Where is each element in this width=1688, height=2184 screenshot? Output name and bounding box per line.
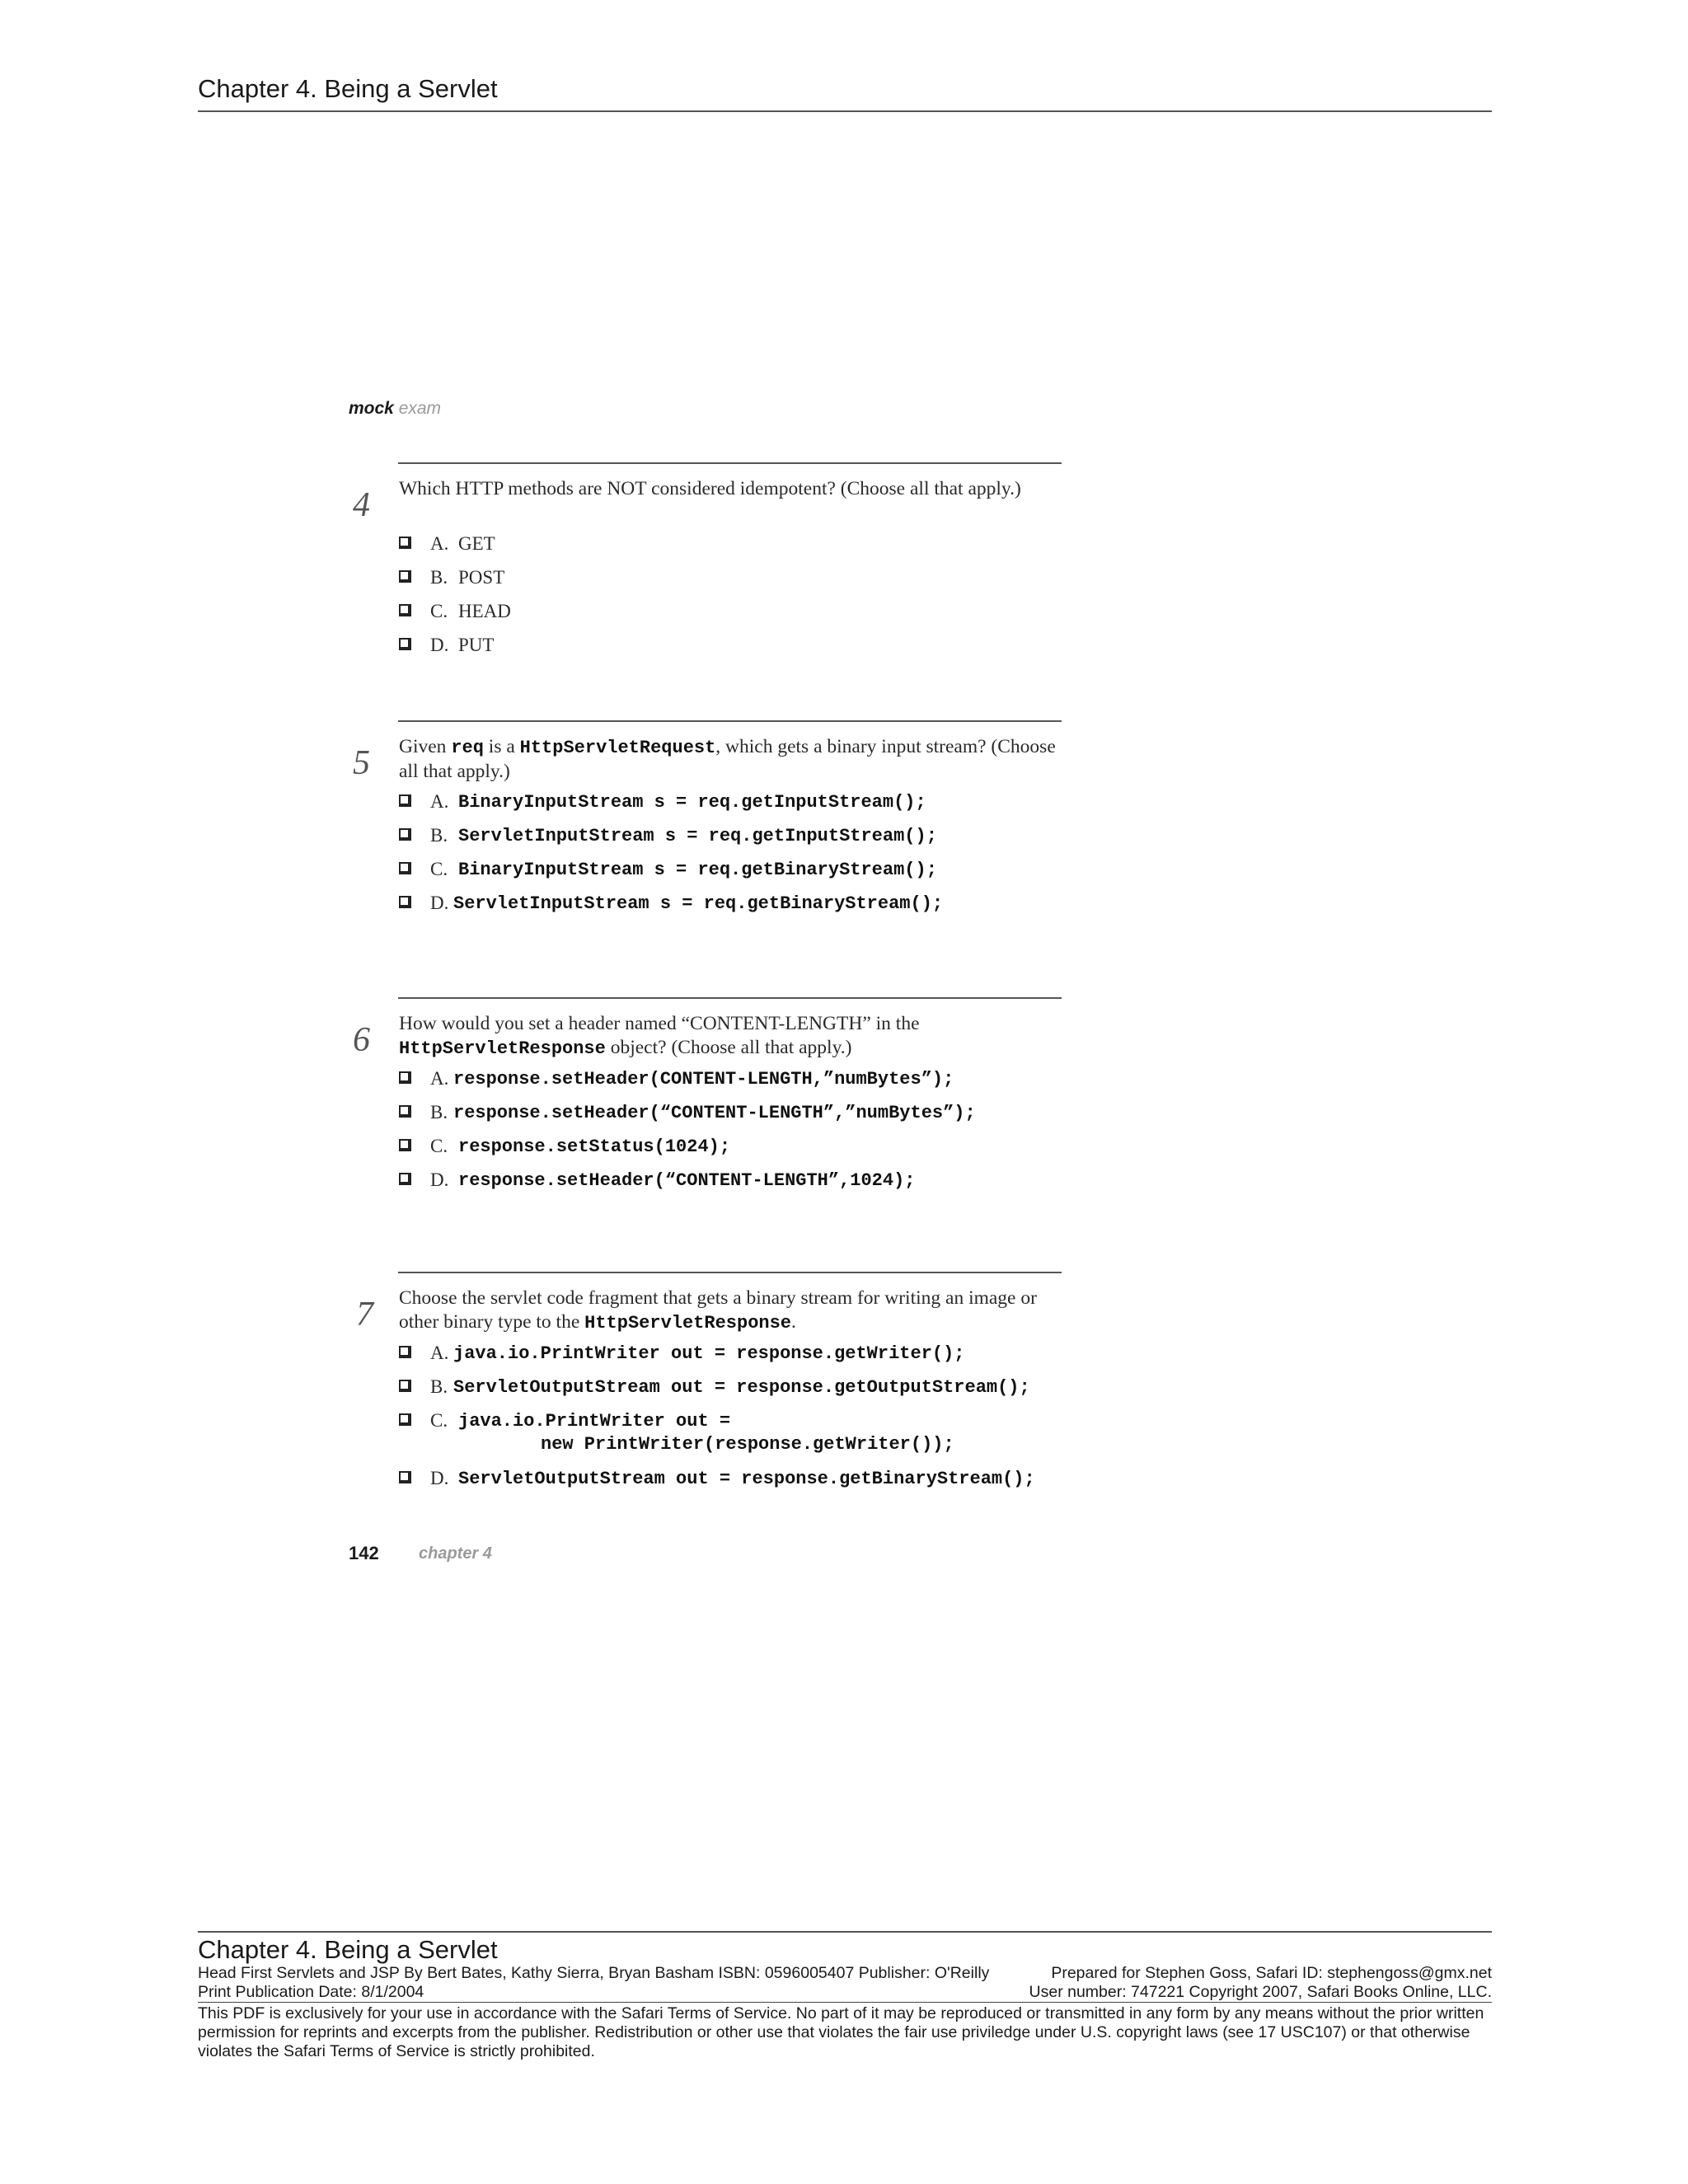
question-7: 7 Choose the servlet code fragment that gets a binary stream for writing an image or other binary type to the HttpServletResponse. A. java.io.PrintWriter out = response.getWriter(); B. ServletOutputStream out = response.getOutputStream(); C. java.io.PrintWriter out = new PrintWriter(response.getWriter()); D. ServletOutputStream out = response.getBinaryStream(); (353, 1272, 1062, 1519)
footer-divider (198, 1931, 1492, 1933)
question-number: 5 (353, 744, 370, 782)
user-number: User number: 747221 Copyright 2007, Safari Books Online, LLC. (1029, 1983, 1492, 2001)
document-footer (198, 1931, 1492, 2061)
checkbox-icon[interactable] (399, 1471, 411, 1483)
question-5: 5 Given req is a HttpServletRequest, which gets a binary input stream? (Choose all that apply.) A. BinaryInputStream s = req.getInputStream(); B. ServletInputStream s = req.getInputStream(); C. BinaryInputStream s = req.getBinaryStream(); D. ServletInputStream s = req.getBinaryStream(); (353, 720, 1062, 935)
question-number: 4 (353, 486, 370, 524)
book-info: Head First Servlets and JSP By Bert Bates, Kathy Sierra, Bryan Basham ISBN: 0596005407 Publisher: O'Reilly (198, 1964, 990, 1982)
checkbox-icon[interactable] (399, 1105, 411, 1118)
section-label-bold: mock (349, 399, 394, 418)
page-header-title: Chapter 4. Being a Servlet (198, 74, 1492, 112)
question-divider (398, 462, 1062, 464)
question-prompt: Given req is a HttpServletRequest, which gets a binary input stream? (Choose all that apply.) (399, 736, 1056, 782)
footer-pub-row (198, 1983, 1492, 2003)
checkbox-icon[interactable] (399, 862, 411, 874)
question-number: 7 (356, 1296, 373, 1333)
checkbox-icon[interactable] (399, 828, 411, 841)
question-6: 6 How would you set a header named “CONTENT-LENGTH” in the HttpServletResponse object? (Choose all that apply.) A. response.setHeader(CONTENT-LENGTH,”numBytes”); B. response.setHeader(“CONTENT-LENGTH”,”numBytes”); C. response.setStatus(1024); D. response.setHeader(“CONTENT-LENGTH”,1024); (353, 997, 1062, 1212)
section-label (349, 399, 441, 419)
question-divider (398, 720, 1062, 722)
footer-title: Chapter 4. Being a Servlet (198, 1935, 498, 1964)
checkbox-icon[interactable] (399, 537, 411, 549)
chapter-label: chapter 4 (419, 1544, 492, 1563)
checkbox-icon[interactable] (399, 638, 411, 650)
checkbox-icon[interactable] (399, 896, 411, 908)
legal-notice: This PDF is exclusively for your use in accordance with the Safari Terms of Service. No part of it may be reproduced or transmitted in any form by any means without the prior written permission for reprints and excerpts from the publisher. Redistribution or other use that violates the fair use priviledge under U.S. copyright laws (see 17 USC107) or that otherwise violates the Safari Terms of Service is strictly prohibited. (198, 2004, 1484, 2060)
footer-book-row (198, 1964, 1492, 1983)
checkbox-icon[interactable] (399, 570, 411, 583)
question-4: 4 Which HTTP methods are NOT considered idempotent? (Choose all that apply.) A. GET B. POST C. HEAD D. PUT (353, 462, 1062, 668)
page-number: 142 (349, 1543, 379, 1563)
section-label-light: exam (398, 399, 442, 418)
checkbox-icon[interactable] (399, 1380, 411, 1392)
page-footer (349, 1543, 492, 1564)
checkbox-icon[interactable] (399, 1413, 411, 1426)
checkbox-icon[interactable] (399, 1071, 411, 1084)
question-prompt: Which HTTP methods are NOT considered idempotent? (Choose all that apply.) (399, 478, 1021, 499)
question-divider (398, 1272, 1062, 1273)
checkbox-icon[interactable] (399, 1139, 411, 1151)
checkbox-icon[interactable] (399, 1346, 411, 1358)
question-prompt: How would you set a header named “CONTENT-LENGTH” in the HttpServletResponse object? (Choose all that apply.) (399, 1013, 920, 1059)
checkbox-icon[interactable] (399, 1173, 411, 1185)
prepared-for: Prepared for Stephen Goss, Safari ID: stephengoss@gmx.net (1051, 1964, 1492, 1982)
checkbox-icon[interactable] (399, 794, 411, 807)
checkbox-icon[interactable] (399, 604, 411, 616)
question-prompt: Choose the servlet code fragment that gets a binary stream for writing an image or other binary type to the HttpServletResponse. (399, 1287, 1037, 1333)
question-number: 6 (353, 1021, 370, 1059)
publication-date: Print Publication Date: 8/1/2004 (198, 1983, 424, 2001)
question-divider (398, 997, 1062, 999)
